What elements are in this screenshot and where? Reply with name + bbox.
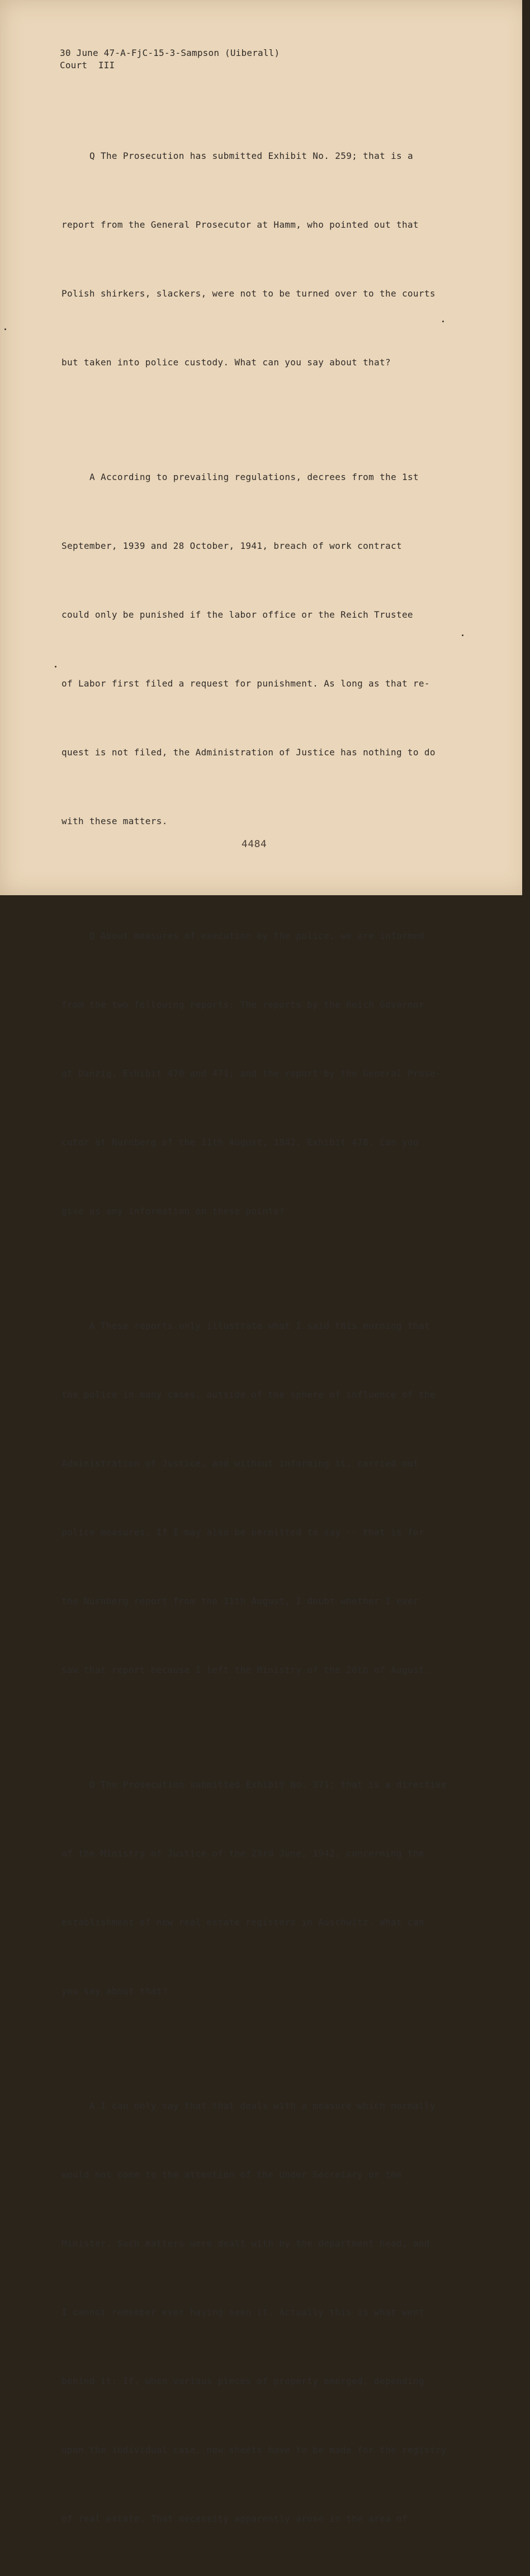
text-line: report from the General Prosecutor at Hamm, who pointed out that: [61, 219, 419, 230]
paragraph-answer-real-estate: [61, 2048, 464, 2576]
paper-speck: [55, 666, 56, 667]
paragraph-question-police-measures: [61, 878, 464, 1268]
text-line: give us any information on these points?: [61, 1206, 285, 1216]
text-line: the Nurnberg report from the 11th August, I doubt whether I ever: [61, 1596, 419, 1606]
text-line: would not come to the attention of the Under Secretary or the: [61, 2169, 402, 2180]
paper-speck: [462, 634, 463, 636]
text-line: establishment of new real estate registers in Auschwitz. What can: [61, 1917, 424, 1928]
text-line: Q About measures of execution by the police, we are informed: [89, 930, 424, 941]
text-line: from the two following reports: The reports by the Reich Governor: [61, 999, 424, 1010]
text-line: with these matters.: [61, 816, 168, 826]
text-line: of the Ministry of Justice of the 23rd June, 1942, concerning the: [61, 1848, 424, 1859]
paragraph-answer-reports: [61, 1268, 464, 1727]
text-line: A According to prevailing regulations, decrees from the 1st: [89, 472, 419, 482]
text-line: of real estate. That necessity apparently arose in the area of: [61, 2513, 408, 2524]
text-line: police measures. If I may also be permitted to say -- that is for: [61, 1527, 424, 1538]
text-line: I cannot remember ever having seen it. Actually this is what went: [61, 2307, 424, 2318]
text-line: Minister. Such matters were dealt with by the department head, and: [61, 2238, 430, 2249]
document-header: [60, 47, 395, 72]
text-line: Q The Prosecution submitted Exhibit No. 371; that is a directive: [89, 1779, 447, 1790]
text-line: behind it: If, when various pieces of property emerged, depending: [61, 2376, 424, 2386]
text-line: at Danzig, Exhibit 470 and 471; and the report by the General Prose-: [61, 1068, 441, 1079]
text-line: cutor at Nurnberg of the 11th August, 1942, Exhibit 478. Can you: [61, 1137, 419, 1148]
paragraph-answer-regulations: [61, 420, 464, 878]
text-line: A These reports only illustrate what I said this morning that: [89, 1320, 430, 1331]
text-line: Q The Prosecution has submitted Exhibit No. 259; that is a: [89, 151, 414, 161]
text-line: quest is not filed, the Administration of Justice has nothing to do: [61, 747, 436, 758]
text-line: the police in many cases, outside of the sphere of influence of the: [61, 1389, 436, 1400]
text-line: September, 1939 and 28 October, 1941, breach of work contract: [61, 540, 402, 551]
transcript-body: [61, 98, 464, 2576]
paragraph-question-exhibit-259: [61, 98, 464, 420]
header-line-date-case: 30 June 47-A-FjC-15-3-Sampson (Uiberall): [60, 48, 280, 58]
paper-speck: [4, 328, 6, 330]
text-line: could only be punished if the labor office or the Reich Trustee: [61, 609, 413, 620]
text-line: upon the individual case, new sheets have to be made for the registry: [61, 2445, 447, 2455]
header-line-court: Court III: [60, 60, 115, 70]
text-line: but taken into police custody. What can you say about that?: [61, 357, 391, 368]
page-edge-shadow: [522, 0, 530, 895]
text-line: you say about that?: [61, 1986, 168, 1996]
paragraph-question-exhibit-371: [61, 1727, 464, 2048]
paper-speck: [442, 321, 444, 322]
text-line: Polish shirkers, slackers, were not to be turned over to the courts: [61, 288, 436, 299]
text-line: of Labor first filed a request for punishment. As long as that re-: [61, 678, 430, 689]
page-number: 4484: [242, 839, 267, 850]
text-line: A I can only say that that deals with a measure which normally: [89, 2100, 436, 2111]
text-line: Administration of Justice, and without informing it, carried out: [61, 1458, 419, 1469]
text-line: saw that report because I left the Ministry of the 20th of August.: [61, 1665, 430, 1675]
